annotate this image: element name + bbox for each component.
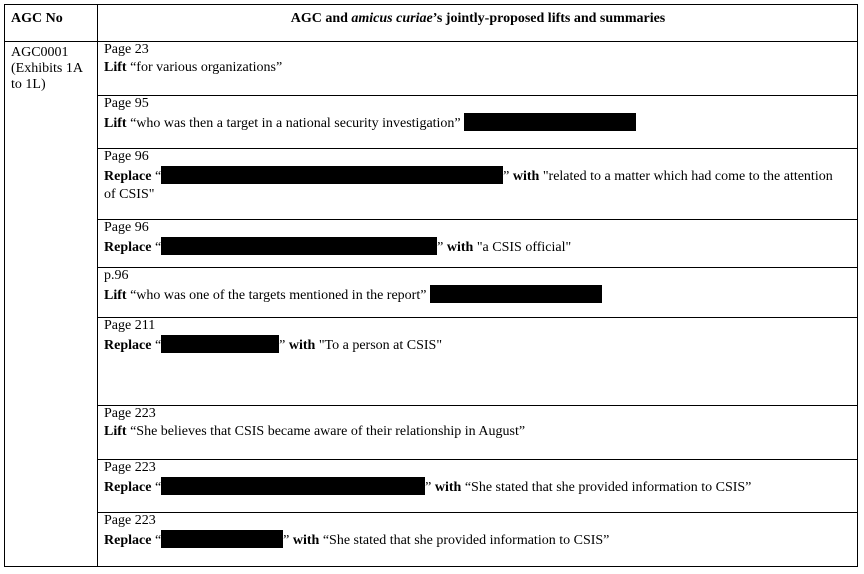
table-row: [98, 149, 857, 220]
row-replacement: "related to a matter which had come to the attention of CSIS": [104, 169, 833, 202]
row-replacement: “She stated that she provided information to CSIS”: [319, 533, 610, 548]
row-keyword-with: with: [434, 480, 462, 495]
row-keyword: Replace: [104, 533, 152, 548]
row-content: [104, 335, 844, 355]
row-content: [104, 530, 844, 550]
row-text: “for various organizations”: [126, 60, 283, 75]
row-text: “who was one of the targets mentioned in the report”: [126, 288, 430, 303]
row-replacement: "To a person at CSIS": [315, 338, 443, 353]
redaction-box: [430, 285, 602, 303]
row-keyword-with: with: [446, 240, 474, 255]
row-keyword-with: with: [288, 338, 316, 353]
row-content: [104, 59, 844, 77]
summary-table: [4, 4, 858, 567]
row-replacement: "a CSIS official": [473, 240, 572, 255]
table-row: [98, 406, 857, 460]
row-keyword: Replace: [104, 169, 152, 184]
row-page: Page 223: [104, 513, 156, 528]
header-text-italic: amicus curiae: [351, 11, 433, 26]
table-row: [98, 220, 857, 268]
row-text-mid: ”: [503, 169, 513, 184]
row-keyword: Replace: [104, 480, 152, 495]
agc-id-cell: [11, 45, 95, 93]
row-text: “: [151, 338, 162, 353]
row-content: [104, 285, 844, 305]
row-text: “: [151, 169, 162, 184]
row-content: [104, 166, 844, 204]
row-page: Page 23: [104, 42, 149, 57]
row-page: Page 223: [104, 460, 156, 475]
row-text: “She believes that CSIS became aware of their relationship in August”: [126, 424, 526, 439]
header-lifts-summaries: [99, 11, 857, 27]
row-replacement: “She stated that she provided information to CSIS”: [461, 480, 752, 495]
row-page: Page 211: [104, 318, 156, 333]
row-keyword-with: with: [292, 533, 320, 548]
redaction-box: [161, 477, 425, 495]
table-row: [98, 318, 857, 406]
row-text-mid: ”: [279, 338, 289, 353]
row-keyword: Replace: [104, 240, 152, 255]
row-content: [104, 477, 844, 497]
row-page: Page 96: [104, 220, 149, 235]
row-page: Page 223: [104, 406, 156, 421]
row-keyword-with: with: [512, 169, 540, 184]
redaction-box: [161, 166, 503, 184]
row-text: “: [151, 240, 162, 255]
header-text-prefix: AGC and: [290, 11, 352, 26]
redaction-box: [464, 113, 636, 131]
row-page: p.96: [104, 268, 129, 283]
row-content: [104, 113, 844, 133]
row-keyword: Replace: [104, 338, 152, 353]
row-page: Page 96: [104, 149, 149, 164]
table-row: [98, 42, 857, 96]
agc-id: AGC0001: [11, 45, 69, 60]
row-keyword: Lift: [104, 288, 127, 303]
row-text: “who was then a target in a national security investigation”: [126, 116, 465, 131]
row-page: Page 95: [104, 96, 149, 111]
row-text: “: [151, 480, 162, 495]
agc-exhibits: (Exhibits 1A to 1L): [11, 61, 83, 92]
header-text-suffix: ’s jointly-proposed lifts and summaries: [432, 11, 666, 26]
table-row: [98, 460, 857, 513]
redaction-box: [161, 335, 279, 353]
row-text-mid: ”: [425, 480, 435, 495]
row-text-mid: ”: [283, 533, 293, 548]
row-content: [104, 237, 844, 257]
table-header: [5, 5, 857, 42]
row-content: [104, 423, 844, 441]
table-row: [98, 268, 857, 318]
row-text: “: [151, 533, 162, 548]
redaction-box: [161, 237, 437, 255]
row-keyword: Lift: [104, 116, 127, 131]
header-agc-no: AGC No: [11, 11, 63, 26]
row-keyword: Lift: [104, 424, 127, 439]
table-row: [98, 96, 857, 149]
redaction-box: [161, 530, 283, 548]
row-keyword: Lift: [104, 60, 127, 75]
table-row: [98, 513, 857, 566]
row-text-mid: ”: [437, 240, 447, 255]
